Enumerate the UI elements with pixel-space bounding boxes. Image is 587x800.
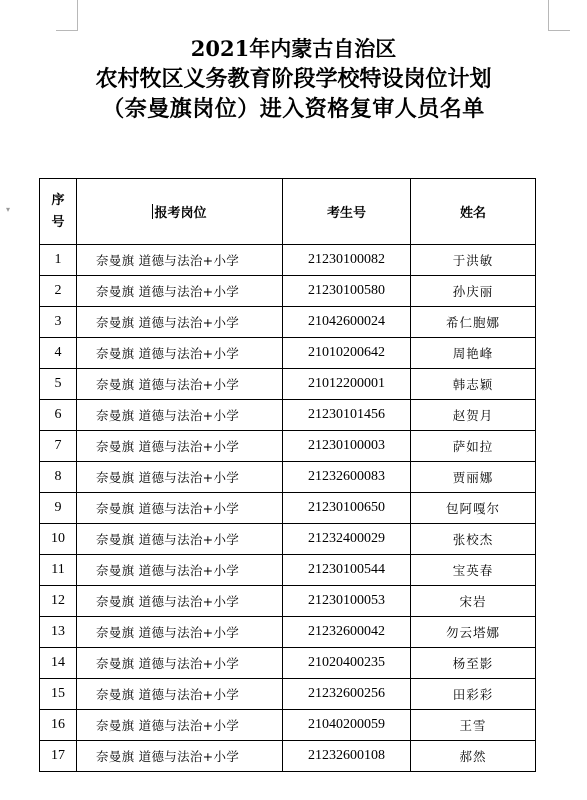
- title-line-roster: （奈曼旗岗位）进入资格复审人员名单: [102, 96, 485, 122]
- table-header-row: [40, 179, 536, 245]
- cell-name[interactable]: 杨至影: [411, 648, 536, 679]
- table-row: [40, 555, 536, 586]
- header-post-label: 报考岗位: [154, 206, 207, 221]
- cell-post[interactable]: 奈曼旗 道德与法治+小学: [77, 493, 283, 524]
- cell-exam-id[interactable]: 21232400029: [283, 524, 411, 555]
- cell-post[interactable]: 奈曼旗 道德与法治+小学: [77, 648, 283, 679]
- cell-seq[interactable]: 9: [40, 493, 77, 524]
- cell-exam-id[interactable]: 21230100053: [283, 586, 411, 617]
- cell-exam-id[interactable]: 21232600108: [283, 741, 411, 772]
- cell-post[interactable]: 奈曼旗 道德与法治+小学: [77, 617, 283, 648]
- cell-post[interactable]: 奈曼旗 道德与法治+小学: [77, 524, 283, 555]
- cell-seq[interactable]: 16: [40, 710, 77, 741]
- table-row: [40, 493, 536, 524]
- cell-name[interactable]: 宋岩: [411, 586, 536, 617]
- table-row: [40, 431, 536, 462]
- cell-seq[interactable]: 4: [40, 338, 77, 369]
- cell-exam-id[interactable]: 21010200642: [283, 338, 411, 369]
- cell-post[interactable]: 奈曼旗 道德与法治+小学: [77, 276, 283, 307]
- table-row: [40, 524, 536, 555]
- cell-seq[interactable]: 6: [40, 400, 77, 431]
- cell-name[interactable]: 张校杰: [411, 524, 536, 555]
- cell-exam-id[interactable]: 21230100650: [283, 493, 411, 524]
- cell-seq[interactable]: 11: [40, 555, 77, 586]
- cell-post[interactable]: 奈曼旗 道德与法治+小学: [77, 555, 283, 586]
- title-line-year: 2021年内蒙古自治区: [190, 36, 397, 61]
- cell-seq[interactable]: 1: [40, 245, 77, 276]
- table-row: [40, 276, 536, 307]
- cell-post[interactable]: 奈曼旗 道德与法治+小学: [77, 369, 283, 400]
- table-body: [40, 245, 536, 772]
- cell-seq[interactable]: 15: [40, 679, 77, 710]
- cell-name[interactable]: 周艳峰: [411, 338, 536, 369]
- cell-exam-id[interactable]: 21230100580: [283, 276, 411, 307]
- cell-name[interactable]: 韩志颖: [411, 369, 536, 400]
- cell-name[interactable]: 田彩彩: [411, 679, 536, 710]
- cell-post[interactable]: 奈曼旗 道德与法治+小学: [77, 338, 283, 369]
- cell-exam-id[interactable]: 21042600024: [283, 307, 411, 338]
- cell-seq[interactable]: 12: [40, 586, 77, 617]
- cell-exam-id[interactable]: 21232600256: [283, 679, 411, 710]
- table-row: [40, 338, 536, 369]
- cell-exam-id[interactable]: 21040200059: [283, 710, 411, 741]
- title-line-program: 农村牧区义务教育阶段学校特设岗位计划: [95, 66, 492, 92]
- cell-exam-id[interactable]: 21232600083: [283, 462, 411, 493]
- header-name: 姓名: [411, 179, 536, 245]
- table-row: [40, 710, 536, 741]
- table-row: [40, 307, 536, 338]
- cell-name[interactable]: 于洪敏: [411, 245, 536, 276]
- header-seq: [40, 179, 77, 245]
- table-row: [40, 462, 536, 493]
- cell-seq[interactable]: 3: [40, 307, 77, 338]
- cell-exam-id[interactable]: 21230100082: [283, 245, 411, 276]
- cell-seq[interactable]: 8: [40, 462, 77, 493]
- cell-name[interactable]: 王雪: [411, 710, 536, 741]
- table-row: [40, 245, 536, 276]
- crop-mark-top-left: [56, 0, 78, 31]
- cell-name[interactable]: 希仁胞娜: [411, 307, 536, 338]
- cell-post[interactable]: 奈曼旗 道德与法治+小学: [77, 245, 283, 276]
- cell-exam-id[interactable]: 21232600042: [283, 617, 411, 648]
- cell-post[interactable]: 奈曼旗 道德与法治+小学: [77, 431, 283, 462]
- header-exam-id: 考生号: [283, 179, 411, 245]
- cell-seq[interactable]: 10: [40, 524, 77, 555]
- cell-post[interactable]: 奈曼旗 道德与法治+小学: [77, 400, 283, 431]
- cell-post[interactable]: 奈曼旗 道德与法治+小学: [77, 710, 283, 741]
- table-row: [40, 648, 536, 679]
- header-post[interactable]: [77, 179, 283, 245]
- cell-name[interactable]: 郝然: [411, 741, 536, 772]
- paragraph-collapse-icon[interactable]: ▾: [6, 205, 11, 214]
- cell-name[interactable]: 勿云塔娜: [411, 617, 536, 648]
- cell-name[interactable]: 赵贺月: [411, 400, 536, 431]
- cell-seq[interactable]: 14: [40, 648, 77, 679]
- crop-mark-top-right: [548, 0, 570, 31]
- table-row: [40, 369, 536, 400]
- cell-post[interactable]: 奈曼旗 道德与法治+小学: [77, 679, 283, 710]
- cell-name[interactable]: 贾丽娜: [411, 462, 536, 493]
- cell-exam-id[interactable]: 21230101456: [283, 400, 411, 431]
- cell-name[interactable]: 孙庆丽: [411, 276, 536, 307]
- cell-name[interactable]: 萨如拉: [411, 431, 536, 462]
- cell-seq[interactable]: 17: [40, 741, 77, 772]
- cell-seq[interactable]: 5: [40, 369, 77, 400]
- cell-post[interactable]: 奈曼旗 道德与法治+小学: [77, 741, 283, 772]
- cell-exam-id[interactable]: 21230100544: [283, 555, 411, 586]
- table-row: [40, 586, 536, 617]
- cell-name[interactable]: 宝英春: [411, 555, 536, 586]
- cell-seq[interactable]: 7: [40, 431, 77, 462]
- candidate-table: [39, 178, 536, 772]
- cell-exam-id[interactable]: 21230100003: [283, 431, 411, 462]
- cell-seq[interactable]: 2: [40, 276, 77, 307]
- cell-seq[interactable]: 13: [40, 617, 77, 648]
- cell-post[interactable]: 奈曼旗 道德与法治+小学: [77, 307, 283, 338]
- header-seq-line1: 序: [51, 192, 65, 208]
- cell-exam-id[interactable]: 21020400235: [283, 648, 411, 679]
- table-row: [40, 679, 536, 710]
- table-row: [40, 617, 536, 648]
- cell-exam-id[interactable]: 21012200001: [283, 369, 411, 400]
- document-title: [0, 34, 587, 124]
- table-row: [40, 741, 536, 772]
- cell-post[interactable]: 奈曼旗 道德与法治+小学: [77, 586, 283, 617]
- cell-post[interactable]: 奈曼旗 道德与法治+小学: [77, 462, 283, 493]
- table-row: [40, 400, 536, 431]
- header-seq-line2: 号: [51, 214, 65, 230]
- cell-name[interactable]: 包阿嘎尔: [411, 493, 536, 524]
